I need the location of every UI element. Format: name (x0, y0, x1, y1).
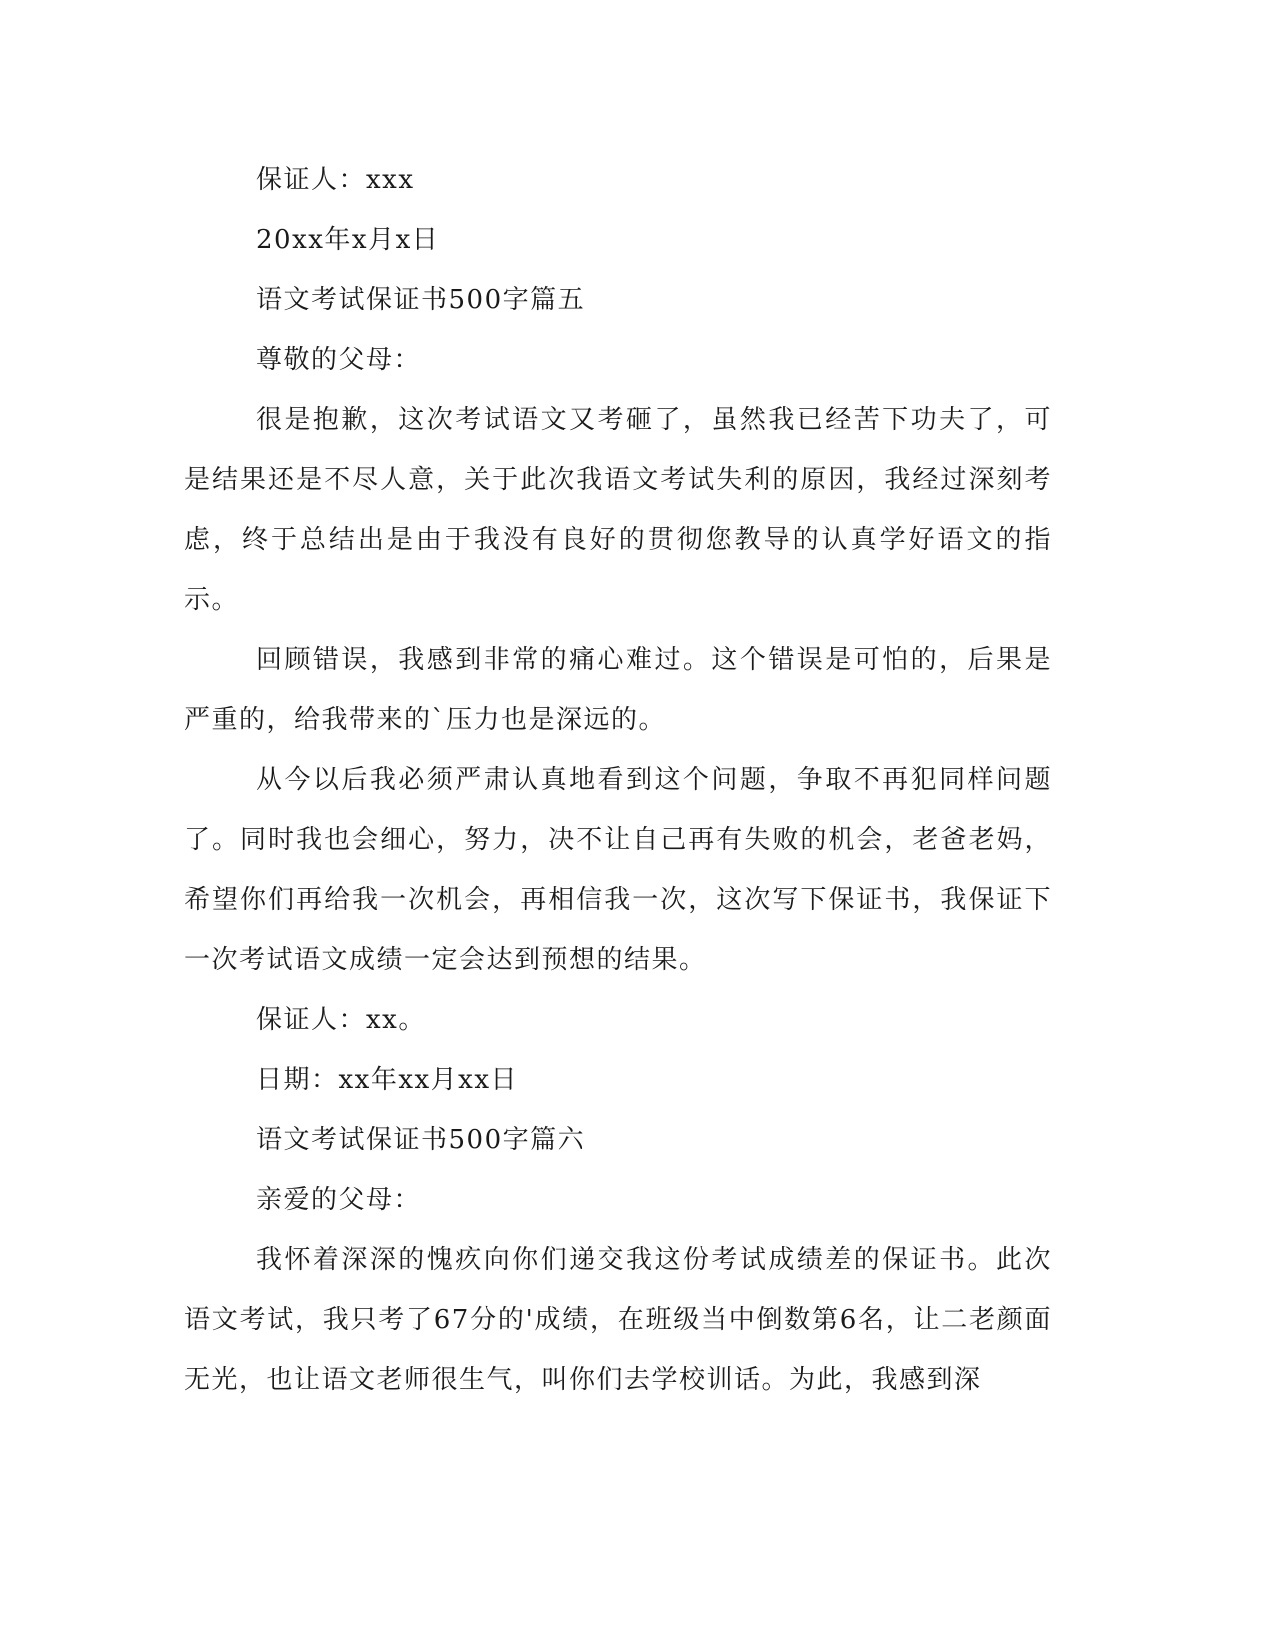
paragraph-5-2: 回顾错误，我感到非常的痛心难过。这个错误是可怕的，后果是严重的，给我带来的`压力也是深远的。 (184, 645, 1052, 735)
salutation-5: 尊敬的父母： (256, 345, 422, 375)
signature-name: 保证人：xxx (256, 165, 415, 195)
paragraph-5-1: 很是抱歉，这次考试语文又考砸了，虽然我已经苦下功夫了，可是结果还是不尽人意，关于此次我语文考试失利的原因，我经过深刻考虑，终于总结出是由于我没有良好的贯彻您教导的认真学好语文的指示。 (184, 405, 1052, 615)
signature-date: 20xx年x月x日 (256, 225, 440, 255)
signature-name-5: 保证人：xx。 (256, 1005, 426, 1035)
section-title-5: 语文考试保证书500字篇五 (256, 285, 586, 315)
signature-date-5: 日期：xx年xx月xx日 (256, 1065, 518, 1095)
document-body (184, 150, 1052, 1410)
section-title-6: 语文考试保证书500字篇六 (256, 1125, 586, 1155)
paragraph-5-3: 从今以后我必须严肃认真地看到这个问题，争取不再犯同样问题了。同时我也会细心，努力，决不让自己再有失败的机会，老爸老妈，希望你们再给我一次机会，再相信我一次，这次写下保证书，我保证下一次考试语文成绩一定会达到预想的结果。 (184, 765, 1052, 975)
salutation-6: 亲爱的父母： (256, 1185, 422, 1215)
paragraph-6-1: 我怀着深深的愧疚向你们递交我这份考试成绩差的保证书。此次语文考试，我只考了67分的'成绩，在班级当中倒数第6名，让二老颜面无光，也让语文老师很生气，叫你们去学校训话。为此，我感到深 (184, 1245, 1052, 1395)
